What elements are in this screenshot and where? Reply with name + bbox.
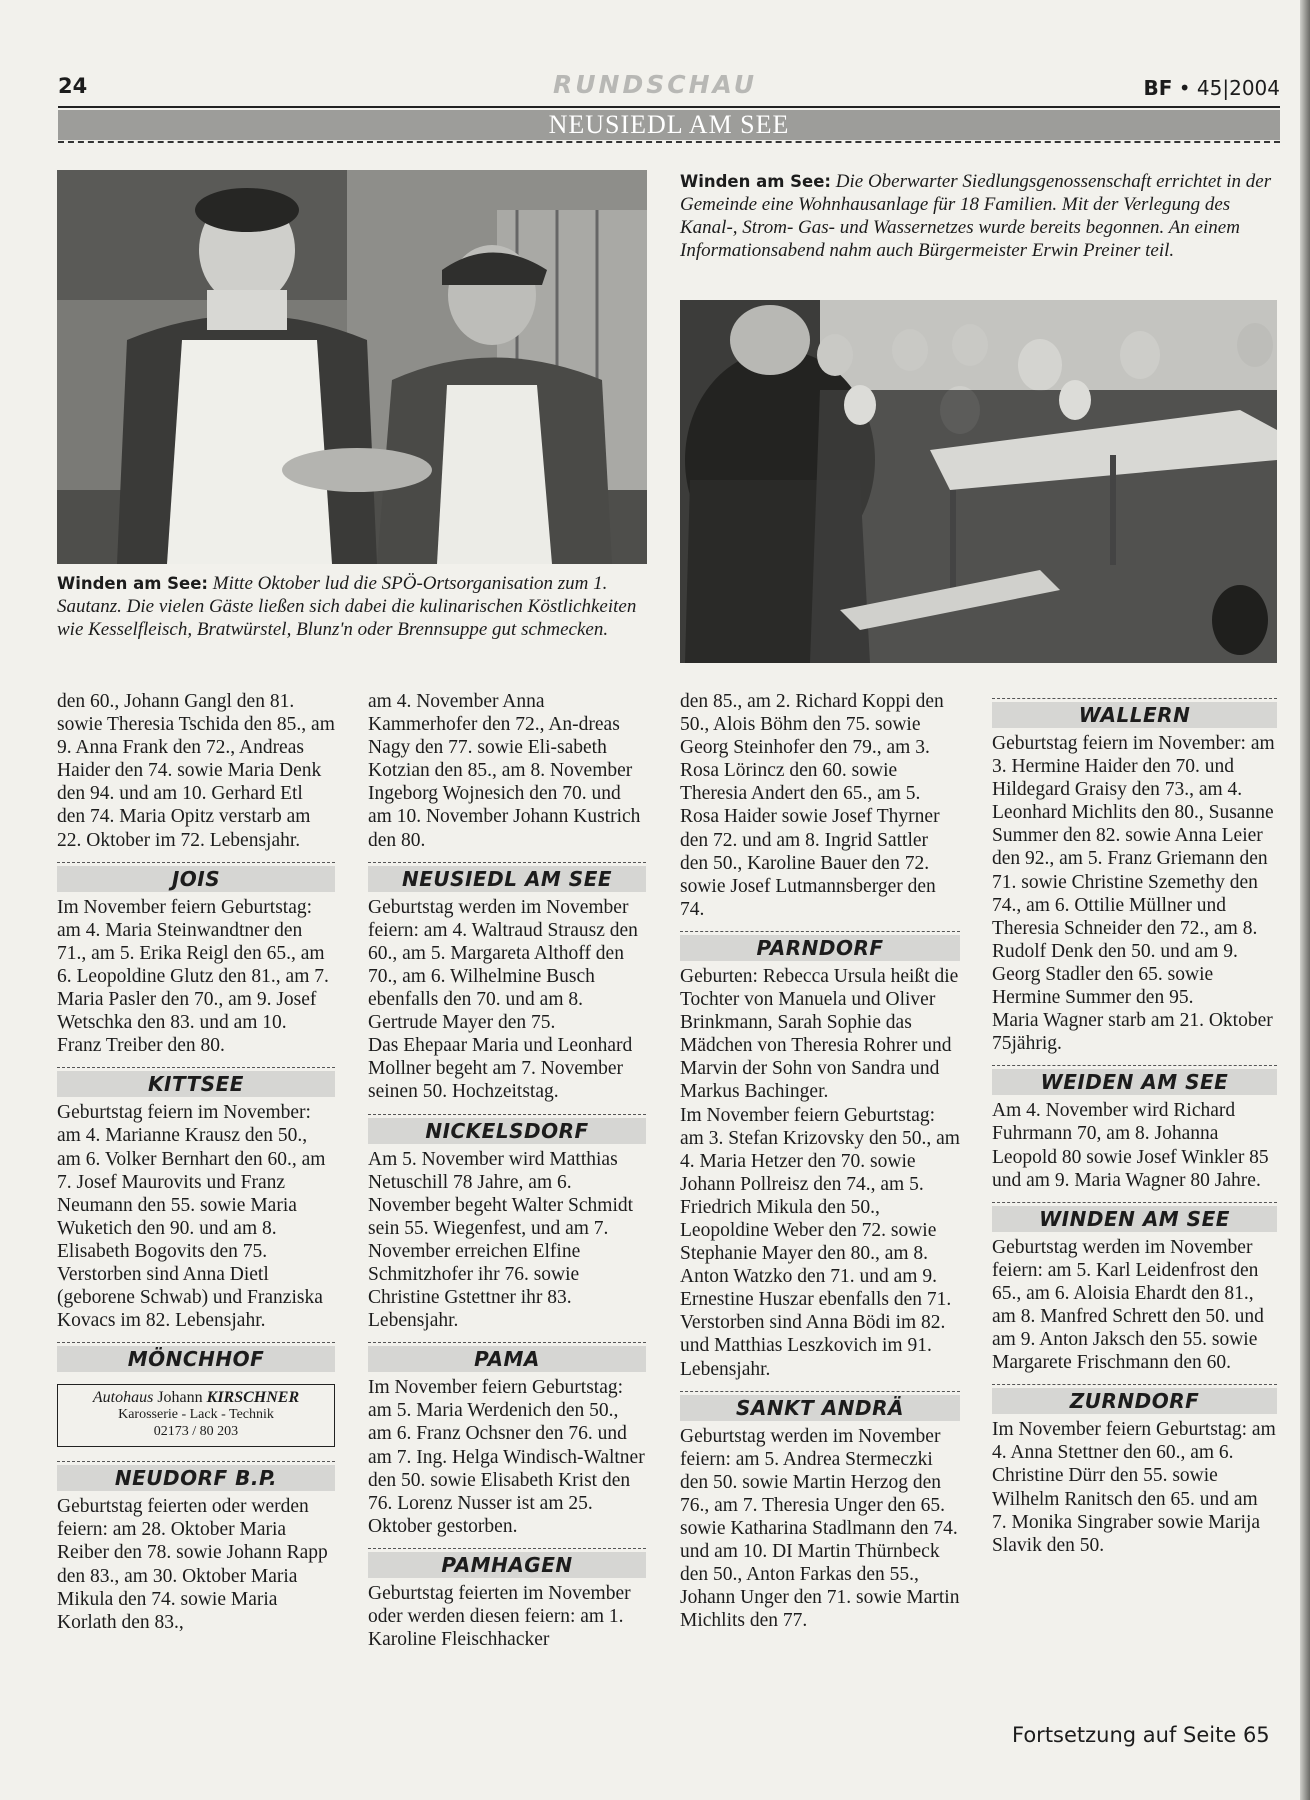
header-rule: [58, 106, 1280, 108]
issue-number: 45|2004: [1196, 76, 1280, 100]
article-text: den 85., am 2. Richard Koppi den 50., Alois Böhm den 75. sowie Georg Steinhofer den 79., am 3. Rosa Lörincz den 60. sowie Theresia Andert den 65., am 5. Rosa Haider sowie Josef Thyrner den 72. und am 8. Ingrid Sattler den 50., Karoline Bauer den 72. sowie Josef Lutmannsberger den 74.: [680, 691, 944, 920]
page-binding-shadow: [1300, 0, 1310, 1800]
article-text: Geburtstag werden im November feiern: am 4. Waltraud Strausz den 60., am 5. Margareta Althoff den 70., am 6. Wilhelmine Busch ebenfalls den 70. und am 8. Gertrude Mayer den 75.: [368, 896, 638, 1034]
issue-info: BF • 45|2004: [1143, 76, 1280, 100]
article-text: Am 4. November wird Richard Fuhrmann 70, am 8. Johanna Leopold 80 sowie Josef Winkler 85 und am 9. Maria Wagner 80 Jahre.: [992, 1100, 1269, 1191]
continued-note: Fortsetzung auf Seite 65: [1012, 1723, 1270, 1747]
article-text: Verstorben sind Anna Dietl (geborene Schwab) und Franziska Kovacs im 82. Lebensjahr.: [57, 1263, 323, 1332]
caption-housing: [680, 170, 1277, 262]
article-text: Maria Wagner starb am 21. Oktober 75jährig.: [992, 1010, 1273, 1055]
caption-sautanz: [57, 572, 647, 641]
advertisement-box: [57, 1384, 335, 1447]
town-heading-zurndorf: ZURNDORF: [992, 1384, 1277, 1414]
column-3: [680, 690, 960, 1632]
caption-text: Die Oberwarter Siedlungsgenossenschaft errichtet in der Gemeinde eine Wohnhausanlage für 18 Familien. Mit der Verlegung des Kanal-, Strom- Gas- und Wassernetzes wurde bereits begonnen. An einem Informationsabend nahm auch Bürgermeister Erwin Preiner teil.: [680, 171, 1272, 261]
article-text: Geburtstag feierten im November oder werden diesen feiern: am 1. Karoline Fleischhacker: [368, 1582, 631, 1651]
article-text: Verstorben sind Anna Bödi im 82. und Matthias Leszkovich im 91. Lebensjahr.: [680, 1312, 946, 1380]
ad-phone: 02173 / 80 203: [153, 1424, 239, 1440]
article-text: Das Ehepaar Maria und Leonhard Mollner begeht am 7. November seinen 50. Hochzeitstag.: [368, 1035, 633, 1103]
article-text: Geburten: Rebecca Ursula heißt die Tochter von Manuela und Oliver Brinkmann, Sarah Sophie das Mädchen von Theresia Rohrer und Marvin der Sohn von Sandra und Markus Bachinger.: [680, 965, 959, 1103]
publication-name: BF: [1143, 76, 1173, 100]
town-heading-jois: JOIS: [57, 862, 335, 892]
article-text: Geburtstag werden im November feiern: am 5. Andrea Stermeczki den 50. sowie Martin Herzog den 76., am 7. Theresia Unger den 65. sowie Katharina Stadlmann den 74. und am 10. DI Martin Thürnbeck den 50., Anton Farkas den 55., Johann Unger den 71. sowie Martin Michlits den 77.: [680, 1425, 960, 1632]
town-heading-winden: WINDEN AM SEE: [992, 1202, 1277, 1232]
column-2: [368, 690, 646, 1651]
article-text: Geburtstag feiern im November: am 3. Hermine Haider den 70. und Hildegard Graisy den 73., am 4. Leonhard Michlits den 80., Susanne Summer den 82. sowie Anna Leier den 92., am 5. Franz Griemann den 71. sowie Christine Szemethy den 74., am 6. Ottilie Müllner und Theresia Schneider den 72., am 8. Rudolf Denk den 50. und am 9. Georg Stadler den 65. sowie Hermine Summer den 95.: [992, 733, 1275, 1009]
article-text: Im November feiern Geburtstag: am 3. Stefan Krizovsky den 50., am 4. Maria Hetzer den 70. sowie Johann Pollreisz den 74., am 5. Friedrich Mikula den 50., Leopoldine Weber den 72. sowie Stephanie Mayer den 80., am 8. Anton Watzko den 71. und am 9. Ernestine Huszar ebenfalls den 71.: [680, 1104, 960, 1311]
column-1: [57, 690, 335, 1634]
town-heading-neusiedl: NEUSIEDL AM SEE: [368, 862, 646, 892]
caption-location: Winden am See:: [57, 574, 209, 593]
ad-title: Autohaus Johann KIRSCHNER: [92, 1389, 300, 1407]
column-4: [992, 690, 1277, 1557]
dashed-divider: [58, 141, 1280, 143]
article-text: Im November feiern Geburtstag: am 4. Anna Stettner den 60., am 6. Christine Dürr den 55. sowie Wilhelm Ranitsch den 65. und am 7. Monika Singraber sowie Marija Slavik den 50.: [992, 1419, 1276, 1556]
article-text: Geburtstag feierten oder werden feiern: am 28. Oktober Maria Reiber den 78. sowie Johann Rapp den 83., am 30. Oktober Maria Mikula den 74. sowie Maria Korlath den 83.,: [57, 1496, 328, 1633]
town-heading-kittsee: KITTSEE: [57, 1067, 335, 1097]
article-text: den 60., Johann Gangl den 81. sowie Theresia Tschida den 85., am 9. Anna Frank den 72., Andreas Haider den 74. sowie Maria Denk den 94. und am 10. Gerhard Etl den 74. Maria Opitz verstarb am 22. Oktober im 72. Lebensjahr.: [57, 691, 335, 851]
page-number: 24: [58, 74, 88, 98]
ad-services: Karosserie - Lack - Technik: [118, 1407, 274, 1423]
town-heading-weiden: WEIDEN AM SEE: [992, 1065, 1277, 1095]
town-heading-moenchhof: MÖNCHHOF: [57, 1342, 335, 1372]
caption-location: Winden am See:: [680, 172, 832, 191]
town-heading-neudorf: NEUDORF B.P.: [57, 1461, 335, 1491]
article-text: Geburtstag feiern im November: am 4. Marianne Krausz den 50., am 6. Volker Bernhart den 60., am 7. Josef Maurovits und Franz Neumann den 55. sowie Maria Wuketich den 90. und am 8. Elisabeth Bogovits den 75.: [57, 1102, 326, 1262]
town-heading-nickelsdorf: NICKELSDORF: [368, 1114, 646, 1144]
article-text: Im November feiern Geburtstag: am 5. Maria Werdenich den 50., am 6. Franz Ochsner den 76. und am 7. Ing. Helga Windisch-Waltner den 50. sowie Elisabeth Krist den 76. Lorenz Nusser ist am 25. Oktober gestorben.: [368, 1377, 645, 1537]
article-text: Geburtstag werden im November feiern: am 5. Karl Leidenfrost den 65., am 6. Aloisia Ehardt den 81., am 8. Manfred Schrett den 50. und am 9. Anton Jaksch den 55. sowie Margarete Frischmann den 60.: [992, 1236, 1264, 1374]
caption-text: Mitte Oktober lud die SPÖ-Ortsorganisation zum 1. Sautanz. Die vielen Gäste ließen sich dabei die kulinarischen Köstlichkeiten wie Kesselfleisch, Bratwürstel, Blunz'n oder Brennsuppe gut schmecken.: [57, 573, 637, 640]
town-heading-pamhagen: PAMHAGEN: [368, 1548, 646, 1578]
article-text: am 4. November Anna Kammerhofer den 72., An-dreas Nagy den 77. sowie Eli-sabeth Kotzian den 85., am 8. November Ingeborg Wojnesich den 70. und am 10. November Johann Kustrich den 80.: [368, 691, 641, 851]
town-heading-sankt-andrae: SANKT ANDRÄ: [680, 1391, 960, 1421]
article-text: Am 5. November wird Matthias Netuschill 78 Jahre, am 6. November begeht Walter Schmidt sein 55. Wiegenfest, und am 7. November erreichen Elfine Schmitzhofer ihr 76. sowie Christine Gstettner ihr 83. Lebensjahr.: [368, 1148, 634, 1332]
town-heading-wallern: WALLERN: [992, 698, 1277, 728]
section-title: RUNDSCHAU: [552, 70, 758, 99]
photo-sautanz: [57, 170, 647, 564]
town-heading-parndorf: PARNDORF: [680, 931, 960, 961]
region-banner: NEUSIEDL AM SEE: [58, 110, 1280, 140]
photo-info-evening: [680, 300, 1277, 663]
town-heading-pama: PAMA: [368, 1342, 646, 1372]
article-text: Im November feiern Geburtstag: am 4. Maria Steinwandtner den 71., am 5. Erika Reigl den 65., am 6. Leopoldine Glutz den 81., am 7. Maria Pasler den 70., am 9. Josef Wetschka den 83. und am 10. Franz Treiber den 80.: [57, 896, 329, 1057]
